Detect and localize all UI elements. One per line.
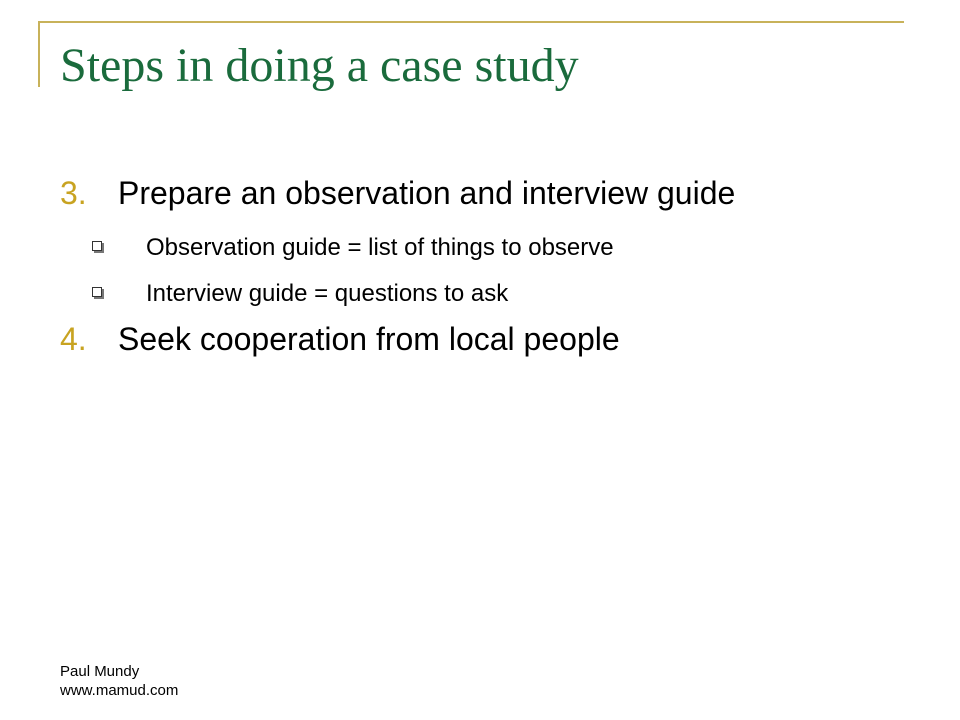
- sub-item-text: Observation guide = list of things to observe: [146, 234, 614, 261]
- frame-left-rule: [38, 21, 40, 87]
- footer-author: Paul Mundy: [60, 663, 140, 680]
- slide-title: Steps in doing a case study: [60, 39, 579, 92]
- step-text: Prepare an observation and interview guide: [118, 175, 736, 211]
- footer: [60, 662, 178, 700]
- step-text: Seek cooperation from local people: [118, 321, 620, 357]
- step-number: 3.: [60, 175, 87, 211]
- list-item-step-3: [60, 175, 735, 212]
- sub-item-text: Interview guide = questions to ask: [146, 280, 509, 307]
- square-bullet-icon: [92, 241, 102, 251]
- list-item-step-4: [60, 321, 620, 358]
- square-bullet-icon: [92, 287, 102, 297]
- sub-item-observation-guide: [92, 234, 614, 262]
- footer-website: www.mamud.com: [60, 682, 179, 699]
- sub-item-interview-guide: [92, 280, 508, 308]
- frame-top-rule: [38, 21, 904, 23]
- step-number: 4.: [60, 321, 87, 357]
